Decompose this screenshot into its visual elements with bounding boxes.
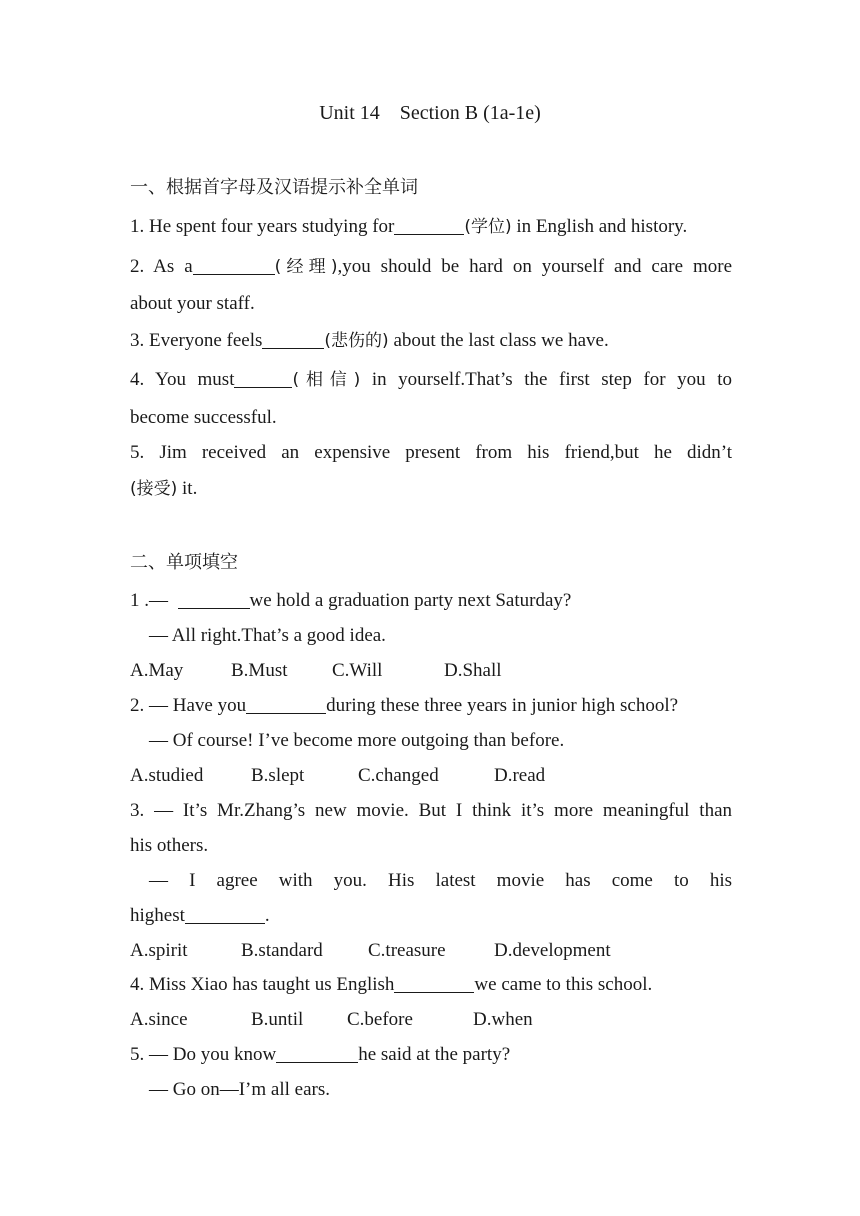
fill-item-4	[130, 368, 732, 392]
item-text: 3. Everyone feels	[130, 330, 263, 351]
item-text: about the last class we have.	[388, 330, 609, 351]
mc-response-1: — All right.That’s a good idea.	[149, 625, 386, 646]
option-c[interactable]: C.before	[347, 1009, 413, 1030]
item-text: in yourself.That’s the first step for you to	[360, 369, 732, 390]
question-text: 1 .—	[130, 590, 178, 611]
response-text: highest	[130, 905, 185, 926]
answer-blank[interactable]	[394, 974, 474, 993]
answer-blank[interactable]	[262, 330, 324, 349]
option-a[interactable]: A.studied	[130, 765, 204, 786]
mc-response-2: — Of course! I’ve become more outgoing than before.	[149, 730, 565, 751]
option-a[interactable]: A.spirit	[130, 940, 188, 961]
fill-item-2	[130, 255, 732, 279]
question-text: 4. Miss Xiao has taught us English	[130, 974, 395, 995]
answer-blank[interactable]	[178, 590, 250, 609]
mc-response-5: — Go on—I’m all ears.	[149, 1079, 330, 1100]
item-text: 1. He spent four years studying for	[130, 216, 395, 237]
answer-blank[interactable]	[394, 216, 464, 235]
option-c[interactable]: C.treasure	[368, 940, 446, 961]
mc-question-3: 3. — It’s Mr.Zhang’s new movie. But I think it’s more meaningful than	[130, 800, 732, 821]
option-c[interactable]: C.Will	[332, 660, 383, 681]
option-b[interactable]: B.Must	[231, 660, 288, 681]
option-b[interactable]: B.until	[251, 1009, 304, 1030]
item-text: 2. As a	[130, 256, 193, 277]
chinese-hint: (悲伤的)	[324, 331, 389, 351]
option-d[interactable]: D.when	[473, 1009, 533, 1030]
mc-response-3-continued	[130, 904, 732, 928]
question-text: he said at the party?	[358, 1044, 511, 1065]
item-text: ,you should be hard on yourself and care more	[337, 256, 732, 277]
fill-item-5: 5. Jim received an expensive present from his friend,but he didn’t	[130, 442, 732, 463]
item-text: it.	[177, 478, 198, 499]
mc-question-3-continued: his others.	[130, 835, 209, 856]
fill-item-1	[130, 215, 732, 239]
fill-item-4-continued: become successful.	[130, 407, 277, 428]
question-text: 2. — Have you	[130, 695, 247, 716]
fill-item-2-continued: about your staff.	[130, 293, 255, 314]
section-heading-2: 二、单项填空	[130, 552, 238, 573]
option-b[interactable]: B.standard	[241, 940, 323, 961]
option-d[interactable]: D.read	[494, 765, 546, 786]
option-a[interactable]: A.May	[130, 660, 184, 681]
option-d[interactable]: D.Shall	[444, 660, 502, 681]
chinese-hint: (经理)	[274, 257, 338, 277]
answer-blank[interactable]	[234, 369, 292, 388]
chinese-hint: (相信)	[292, 370, 361, 390]
answer-blank[interactable]	[193, 256, 275, 275]
mc-question-4	[130, 973, 732, 997]
question-text: during these three years in junior high school?	[326, 695, 679, 716]
item-text: in English and history.	[511, 216, 688, 237]
mc-question-5	[130, 1043, 732, 1067]
question-text: we came to this school.	[474, 974, 653, 995]
option-b[interactable]: B.slept	[251, 765, 305, 786]
item-text: 4. You must	[130, 369, 235, 390]
question-text: we hold a graduation party next Saturday?	[249, 590, 572, 611]
fill-item-5-continued	[130, 477, 732, 501]
response-text: .	[264, 905, 270, 926]
fill-item-3	[130, 329, 732, 353]
section-heading-1: 一、根据首字母及汉语提示补全单词	[130, 177, 418, 198]
mc-question-1	[130, 589, 732, 613]
chinese-hint: (接受)	[130, 479, 178, 499]
page-title: Unit 14 Section B (1a-1e)	[319, 102, 541, 124]
option-a[interactable]: A.since	[130, 1009, 188, 1030]
chinese-hint: (学位)	[464, 217, 512, 237]
answer-blank[interactable]	[276, 1044, 358, 1063]
mc-question-2	[130, 694, 732, 718]
mc-response-3: — I agree with you. His latest movie has come to his	[149, 870, 732, 891]
answer-blank[interactable]	[246, 695, 326, 714]
option-c[interactable]: C.changed	[358, 765, 439, 786]
question-text: 5. — Do you know	[130, 1044, 277, 1065]
option-d[interactable]: D.development	[494, 940, 611, 961]
answer-blank[interactable]	[185, 905, 265, 924]
